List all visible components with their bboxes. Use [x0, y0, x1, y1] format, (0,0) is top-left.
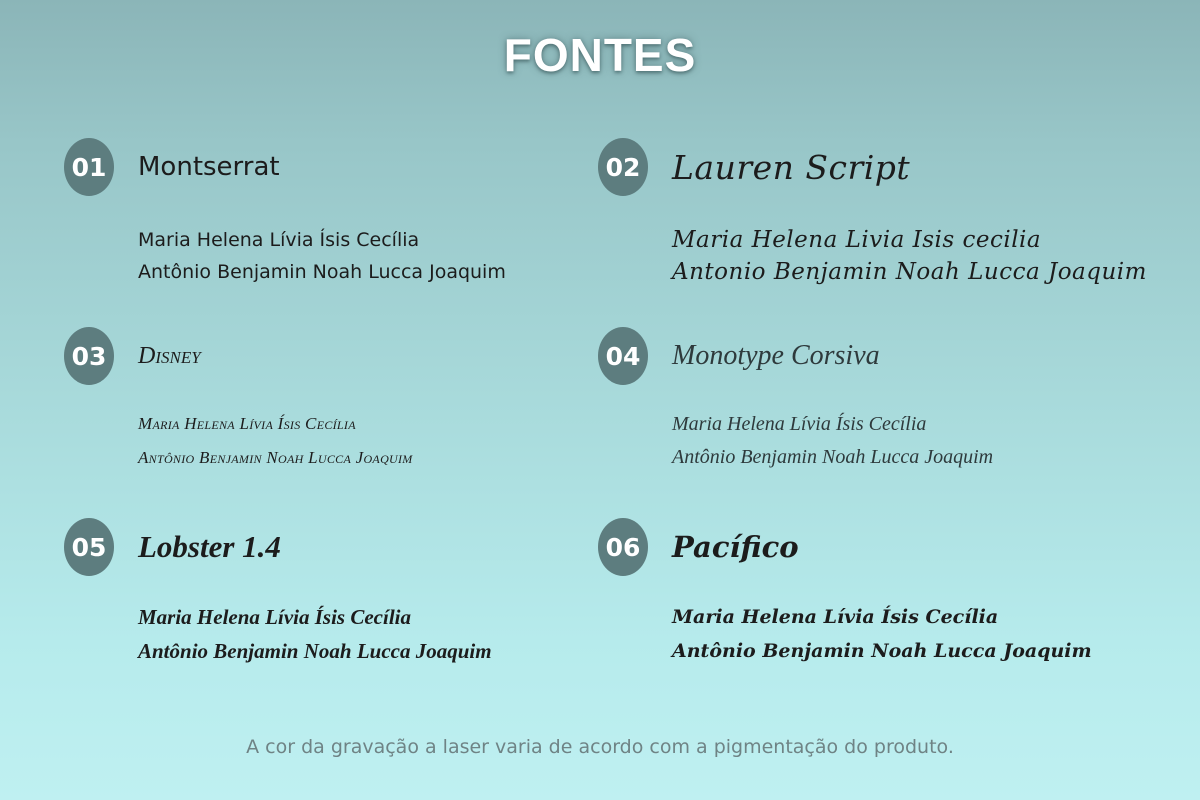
- font-option-montserrat: [64, 138, 604, 298]
- font-option-pacifico: [598, 518, 1138, 678]
- font-sample-line-2: Antônio Benjamin Noah Lucca Joaquim: [672, 640, 1092, 662]
- font-option-monotype-corsiva: [598, 327, 1138, 477]
- font-sample-line-2: Antônio Benjamin Noah Lucca Joaquim: [138, 261, 506, 283]
- font-number-badge: 01: [64, 138, 114, 196]
- font-name: Disney: [138, 342, 201, 369]
- font-option-disney: [64, 327, 604, 477]
- font-name: Montserrat: [138, 152, 280, 182]
- font-number-badge: 06: [598, 518, 648, 576]
- font-sample-line-1: Maria Helena Lívia Ísis Cecília: [138, 229, 420, 251]
- font-number-badge: 02: [598, 138, 648, 196]
- font-name: Monotype Corsiva: [672, 340, 880, 371]
- font-option-lobster: [64, 518, 604, 678]
- font-sample-line-1: Maria Helena Livia Isis cecilia: [672, 227, 1042, 253]
- font-name: Lauren Script: [672, 147, 911, 187]
- font-sample-line-1: Maria Helena Lívia Ísis Cecília: [138, 605, 411, 629]
- font-option-lauren-script: [598, 138, 1147, 298]
- font-sample-line-1: Maria Helena Lívia Ísis Cecília: [672, 606, 999, 628]
- font-name: Pacífico: [672, 530, 799, 564]
- font-sample-line-2: Antonio Benjamin Noah Lucca Joaquim: [672, 259, 1147, 285]
- font-number-badge: 03: [64, 327, 114, 385]
- font-name: Lobster 1.4: [138, 529, 281, 564]
- font-number-badge: 05: [64, 518, 114, 576]
- font-sample-line-2: Antônio Benjamin Noah Lucca Joaquim: [138, 448, 413, 467]
- font-number-badge: 04: [598, 327, 648, 385]
- laser-engraving-note: A cor da gravação a laser varia de acordo com a pigmentação do produto.: [246, 736, 954, 758]
- font-sample-line-1: Maria Helena Lívia Ísis Cecília: [672, 413, 927, 435]
- font-sample-line-2: Antônio Benjamin Noah Lucca Joaquim: [672, 446, 994, 468]
- page-title: FONTES: [503, 29, 697, 81]
- font-sample-line-2: Antônio Benjamin Noah Lucca Joaquim: [138, 639, 492, 663]
- font-sample-line-1: Maria Helena Lívia Ísis Cecília: [138, 414, 356, 433]
